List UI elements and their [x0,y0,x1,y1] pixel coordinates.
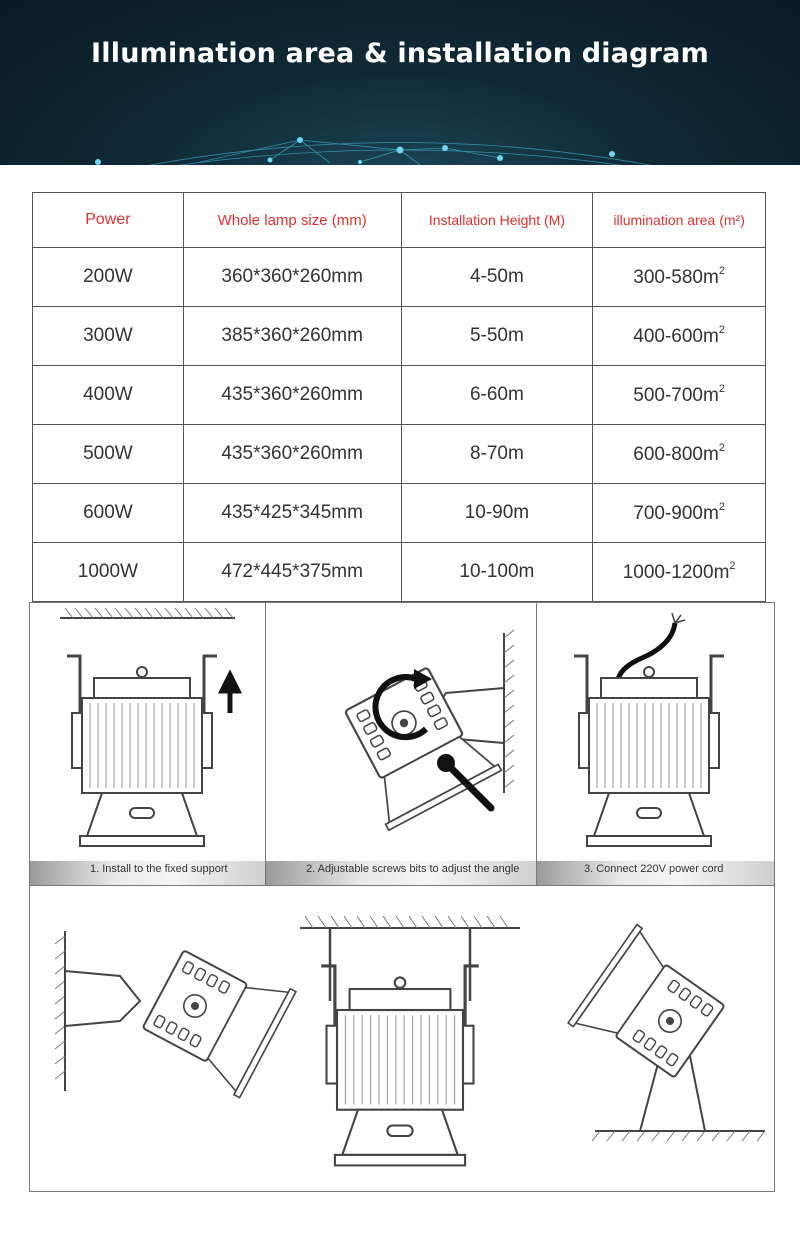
cell-size: 435*360*260mm [183,366,401,425]
cell-area [593,543,766,602]
area-superscript: 2 [718,324,725,336]
lamp-front-icon [574,656,724,846]
step-panel-3 [536,602,775,888]
cell-area [593,248,766,307]
lamp-tilted-icon [135,936,296,1098]
cell-area [593,425,766,484]
area-value: 700-900m [633,503,719,524]
lamp-front-icon [321,966,479,1166]
area-superscript: 2 [718,265,725,277]
ceiling-mount-diagram [300,916,520,1165]
table-row [33,366,766,425]
table-row [33,543,766,602]
col-header-size: Whole lamp size (mm) [183,193,401,248]
area-value: 1000-1200m [622,562,730,583]
area-value: 500-700m [633,385,719,406]
cell-height: 6-60m [401,366,593,425]
step-panel-2 [265,602,539,888]
cell-power: 300W [33,307,184,366]
cell-power: 600W [33,484,184,543]
area-superscript: 2 [729,560,736,572]
area-superscript: 2 [718,383,725,395]
cell-size: 435*360*260mm [183,425,401,484]
network-decoration [0,0,800,165]
cell-height: 8-70m [401,425,593,484]
cell-power: 1000W [33,543,184,602]
cell-height: 4-50m [401,248,593,307]
lamp-front-icon [67,656,217,846]
mounting-options-panel [29,885,775,1192]
floor-mount-diagram [568,925,765,1141]
header-banner [0,0,800,165]
step-caption: 1. Install to the fixed support [30,861,267,887]
cell-area [593,484,766,543]
table-row [33,484,766,543]
area-value: 400-600m [633,326,719,347]
cell-area [593,307,766,366]
cell-power: 200W [33,248,184,307]
page-title: Illumination area & installation diagram [91,38,709,69]
cell-size: 435*425*345mm [183,484,401,543]
wall-mount-diagram [55,931,296,1098]
ceiling-hatch-icon [60,608,235,618]
wall-hatch-icon [504,630,514,793]
table-row [33,248,766,307]
spec-table [32,192,766,602]
area-value: 600-800m [633,444,719,465]
col-header-power: Power [33,193,184,248]
cell-size: 360*360*260mm [183,248,401,307]
col-header-area: illumination area (m²) [593,193,766,248]
cell-height: 5-50m [401,307,593,366]
cell-power: 400W [33,366,184,425]
table-row [33,425,766,484]
cell-size: 472*445*375mm [183,543,401,602]
area-superscript: 2 [718,442,725,454]
area-value: 300-580m [633,267,719,288]
arrow-up-icon [222,675,238,713]
step-caption: 2. Adjustable screws bits to adjust the angle [266,861,538,887]
lamp-tilted-icon [568,925,734,1091]
table-header-row [33,193,766,248]
cell-height: 10-90m [401,484,593,543]
table-row [33,307,766,366]
cell-height: 10-100m [401,543,593,602]
step-caption: 3. Connect 220V power cord [537,861,774,887]
cell-power: 500W [33,425,184,484]
cell-size: 385*360*260mm [183,307,401,366]
col-header-height: Installation Height (M) [401,193,593,248]
area-superscript: 2 [718,501,725,513]
step-panel-1 [29,602,268,888]
cell-area [593,366,766,425]
